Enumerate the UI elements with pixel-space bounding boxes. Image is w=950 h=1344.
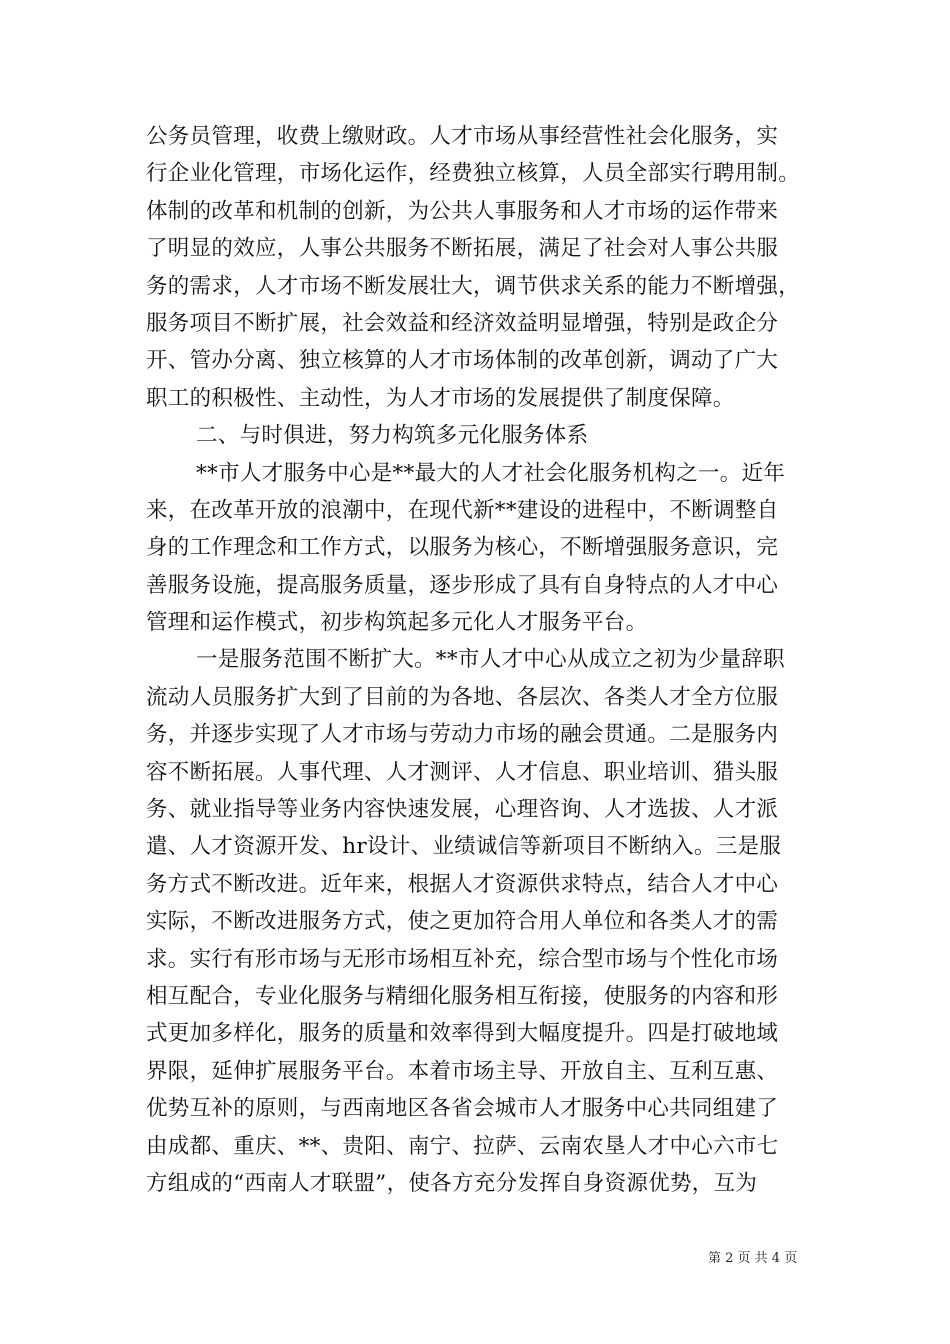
text-line: 相互配合，专业化服务与精细化服务相互衔接，使服务的内容和形 xyxy=(146,983,779,1009)
text-line: 开、管办分离、独立核算的人才市场体制的改革创新，调动了广大 xyxy=(146,348,779,374)
text-line: 善服务设施，提高服务质量，逐步形成了具有自身特点的人才中心 xyxy=(146,572,779,598)
text-line: 行企业化管理，市场化运作，经费独立核算，人员全部实行聘用制。 xyxy=(146,161,801,187)
paragraph-first-line: **市人才服务中心是**最大的人才社会化服务机构之一。近年 xyxy=(196,460,786,486)
text-line: 体制的改革和机制的创新，为公共人事服务和人才市场的运作带来 xyxy=(146,198,779,224)
text-line: 实际，不断改进服务方式，使之更加符合用人单位和各类人才的需 xyxy=(146,909,779,935)
text-line: 公务员管理，收费上缴财政。人才市场从事经营性社会化服务，实 xyxy=(146,124,779,149)
text-line: 身的工作理念和工作方式，以服务为核心，不断增强服务意识，完 xyxy=(146,535,779,561)
page-number-footer: 第 2 页 共 4 页 xyxy=(708,1251,798,1266)
text-line: 优势互补的原则，与西南地区各省会城市人才服务中心共同组建了 xyxy=(146,1096,779,1122)
text-line: 务的需求，人才市场不断发展壮大，调节供求关系的能力不断增强， xyxy=(146,273,801,299)
text-line: 求。实行有形市场与无形市场相互补充，综合型市场与个性化市场 xyxy=(146,946,779,972)
text-line: 务，并逐步实现了人才市场与劳动力市场的融会贯通。二是服务内 xyxy=(146,722,779,748)
text-line: 服务项目不断扩展，社会效益和经济效益明显增强，特别是政企分 xyxy=(146,310,779,336)
paragraph-first-line: 二、与时俱进，努力构筑多元化服务体系 xyxy=(196,423,589,449)
text-line: 界限，延伸扩展服务平台。本着市场主导、开放自主、互利互惠、 xyxy=(146,1058,779,1084)
document-body xyxy=(146,118,808,1202)
text-line: 管理和运作模式，初步构筑起多元化人才服务平台。 xyxy=(146,610,648,636)
text-line: 由成都、重庆、**、贵阳、南宁、拉萨、云南农垦人才中心六市七 xyxy=(146,1133,779,1159)
text-line: 务方式不断改进。近年来，根据人才资源供求特点，结合人才中心 xyxy=(146,871,779,897)
text-line: 职工的积极性、主动性，为人才市场的发展提供了制度保障。 xyxy=(146,385,735,411)
text-line: 流动人员服务扩大到了目前的为各地、各层次、各类人才全方位服 xyxy=(146,684,779,710)
paragraph-first-line: 一是服务范围不断扩大。**市人才中心从成立之初为少量辞职 xyxy=(196,647,785,673)
text-line: 遣、人才资源开发、hr设计、业绩诚信等新项目不断纳入。三是服 xyxy=(146,834,782,860)
text-line: 了明显的效应，人事公共服务不断拓展，满足了社会对人事公共服 xyxy=(146,236,779,262)
text-line: 方组成的“西南人才联盟”，使各方充分发挥自身资源优势，互为 xyxy=(146,1170,758,1196)
text-line: 务、就业指导等业务内容快速发展，心理咨询、人才选拔、人才派 xyxy=(146,797,779,823)
text-line: 容不断拓展。人事代理、人才测评、人才信息、职业培训、猎头服 xyxy=(146,759,779,785)
text-line: 来，在改革开放的浪潮中，在现代新**建设的进程中，不断调整自 xyxy=(146,497,779,523)
text-line: 式更加多样化，服务的质量和效率得到大幅度提升。四是打破地域 xyxy=(146,1021,779,1047)
